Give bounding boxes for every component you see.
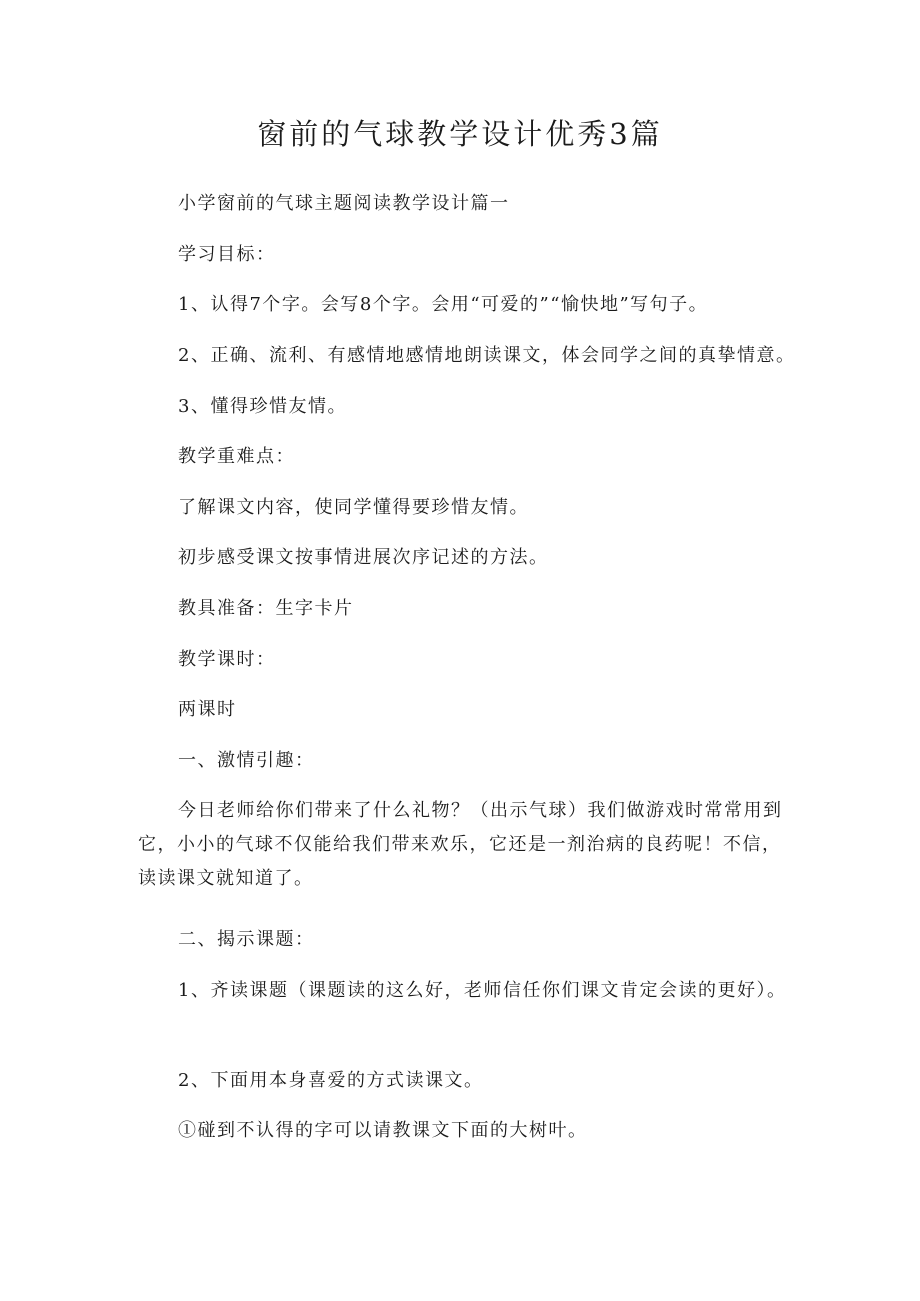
paragraph: 一、激情引趣： — [178, 750, 315, 771]
paragraph: 教学课时： — [178, 649, 276, 670]
paragraph: ①碰到不认得的字可以请教课文下面的大树叶。 — [178, 1120, 588, 1141]
paragraph: 1、认得7个字。会写8个字。会用“可爱的”“愉快地”写句子。 — [178, 294, 709, 315]
paragraph: 二、揭示课题： — [178, 929, 315, 950]
paragraph: 两课时 — [178, 699, 237, 720]
section-heading: 小学窗前的气球主题阅读教学设计篇一 — [178, 193, 510, 214]
paragraph: 2、下面用本身喜爱的方式读课文。 — [178, 1070, 484, 1091]
paragraph: 教学重难点： — [178, 446, 295, 467]
paragraph: 今日老师给你们带来了什么礼物？（出示气球）我们做游戏时常常用到它，小小的气球不仅能给我们带来欢乐，它还是一剂治病的良药呢！不信，读读课文就知道了。 — [138, 800, 783, 889]
paragraph: 1、齐读课题（课题读的这么好，老师信任你们课文肯定会读的更好）。 — [178, 980, 787, 1001]
paragraph: 2、正确、流利、有感情地感情地朗读课文，体会同学之间的真挚情意。 — [178, 345, 796, 366]
document-title: 窗前的气球教学设计优秀3篇 — [257, 117, 663, 151]
paragraph: 初步感受课文按事情进展次序记述的方法。 — [178, 547, 549, 568]
paragraph: 学习目标： — [178, 244, 276, 265]
paragraph: 教具准备：生字卡片 — [178, 598, 354, 619]
paragraph: 了解课文内容，使同学懂得要珍惜友情。 — [178, 497, 529, 518]
paragraph: 3、懂得珍惜友情。 — [178, 396, 347, 417]
